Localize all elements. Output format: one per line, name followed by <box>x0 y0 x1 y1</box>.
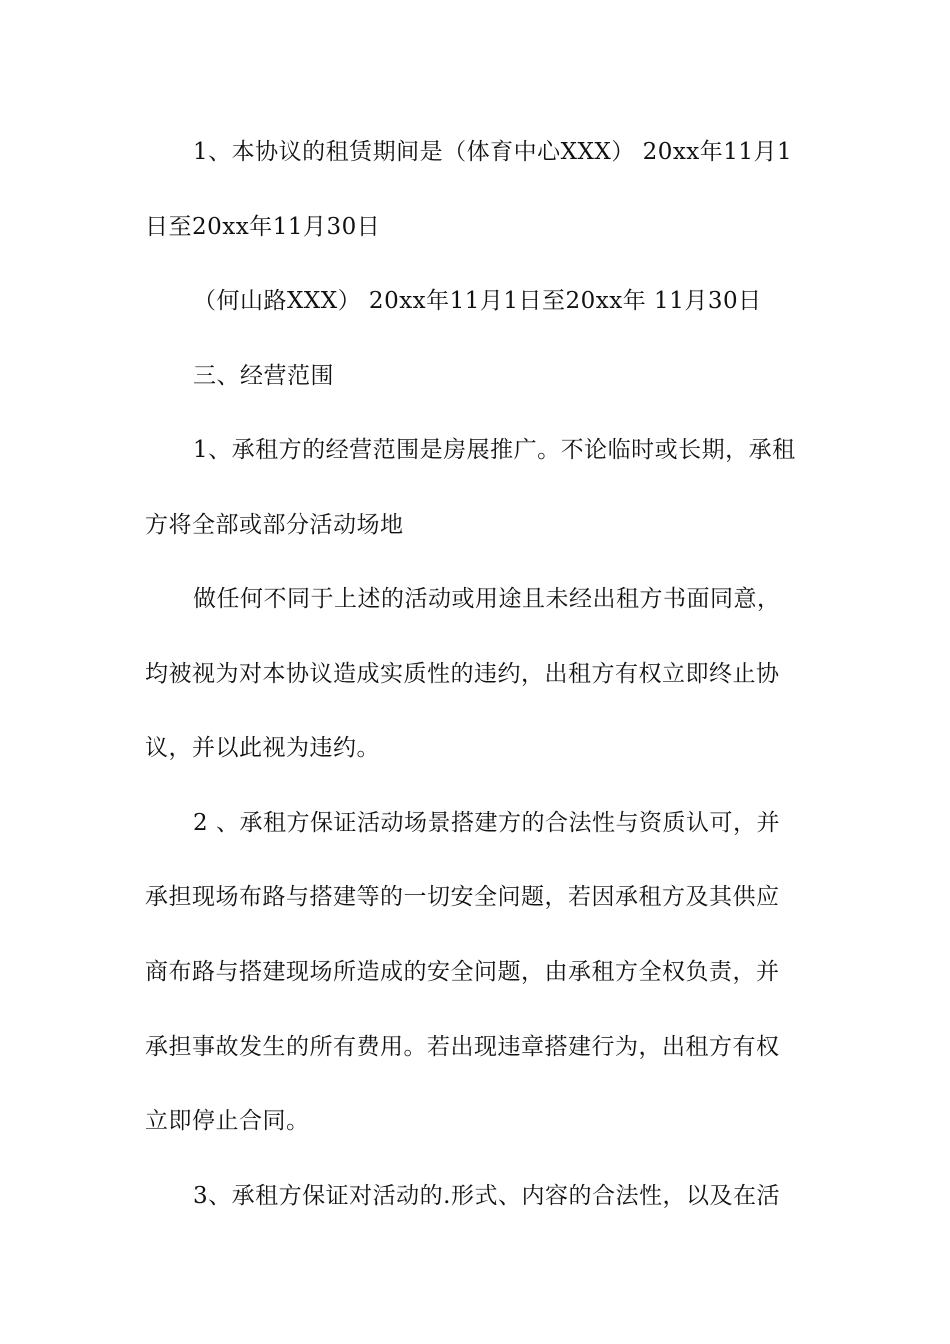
text-line-12: 商布路与搭建现场所造成的安全问题，由承租方全权负责，并 <box>145 959 780 985</box>
text-line-9: 议，并以此视为违约。 <box>145 735 380 761</box>
text-line-7: 做任何不同于上述的活动或用途且未经出租方书面同意， <box>193 586 781 612</box>
text-line-8: 均被视为对本协议造成实质性的违约，出租方有权立即终止协 <box>145 661 780 687</box>
text-line-13: 承担事故发生的所有费用。若出现违章搭建行为，出租方有权 <box>145 1034 780 1060</box>
text-line-15: 3、承租方保证对活动的.形式、内容的合法性，以及在活 <box>193 1183 780 1209</box>
text-line-11: 承担现场布路与搭建等的一切安全问题，若因承租方及其供应 <box>145 884 780 910</box>
text-line-1: 1、本协议的租赁期间是（体育中心XXX） 20xx年11月1 <box>193 139 793 165</box>
text-line-3: （何山路XXX） 20xx年11月1日至20xx年 11月30日 <box>193 288 762 314</box>
text-line-10: 2 、承租方保证活动场景搭建方的合法性与资质认可，并 <box>193 810 780 836</box>
section-heading: 三、经营范围 <box>193 363 334 389</box>
text-line-14: 立即停止合同。 <box>145 1108 310 1134</box>
text-line-5: 1、承租方的经营范围是房展推广。不论临时或长期，承租 <box>193 437 796 463</box>
text-line-2: 日至20xx年11月30日 <box>145 214 381 240</box>
text-line-6: 方将全部或部分活动场地 <box>145 512 404 538</box>
